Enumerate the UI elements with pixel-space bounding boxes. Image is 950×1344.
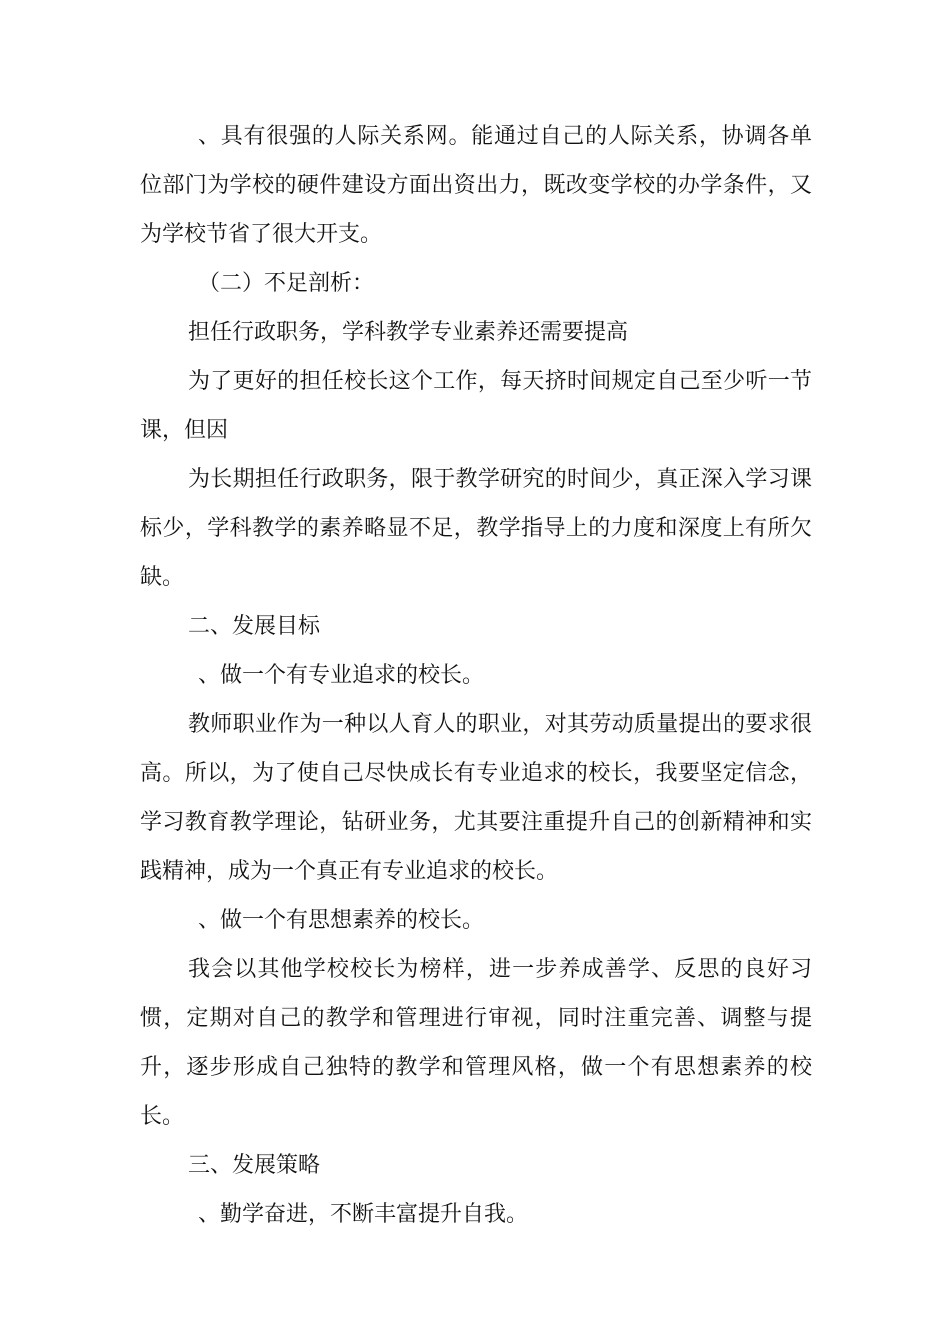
heading-development-strategies: 三、发展策略 [188, 1153, 321, 1178]
paragraph-interpersonal-network: 、具有很强的人际关系网。能通过自己的人际关系，协调各单位部门为学校的硬件建设方面出资出力，既改变学校的办学条件，又为学校节省了很大开支。 [140, 124, 812, 247]
paragraph-listening-classes: 为了更好的担任校长这个工作，每天挤时间规定自己至少听一节课，但因 [140, 369, 812, 443]
document-body [140, 112, 812, 1239]
heading-shortcomings: （二）不足剖析： [198, 271, 375, 296]
heading-development-goals: 二、发展目标 [188, 614, 321, 639]
paragraph-role-model: 我会以其他学校校长为榜样，进一步养成善学、反思的良好习惯，定期对自己的教学和管理进行审视，同时注重完善、调整与提升，逐步形成自己独特的教学和管理风格，做一个有思想素养的校长。 [140, 957, 812, 1129]
paragraph-teacher-profession: 教师职业作为一种以人育人的职业，对其劳动质量提出的要求很高。所以，为了使自己尽快成长有专业追求的校长，我要坚定信念，学习教育教学理论，钻研业务，尤其要注重提升自己的创新精神和实践精神，成为一个真正有专业追求的校长。 [140, 712, 812, 884]
strategy-diligent-study: 、勤学奋进，不断丰富提升自我。 [198, 1202, 529, 1227]
goal-professional-pursuit: 、做一个有专业追求的校长。 [198, 663, 485, 688]
paragraph-shortcoming-title: 担任行政职务，学科教学专业素养还需要提高 [188, 320, 629, 345]
goal-ideological-quality: 、做一个有思想素养的校长。 [198, 908, 485, 933]
paragraph-administrative-duties: 为长期担任行政职务，限于教学研究的时间少，真正深入学习课标少，学科教学的素养略显不足，教学指导上的力度和深度上有所欠缺。 [140, 467, 812, 590]
